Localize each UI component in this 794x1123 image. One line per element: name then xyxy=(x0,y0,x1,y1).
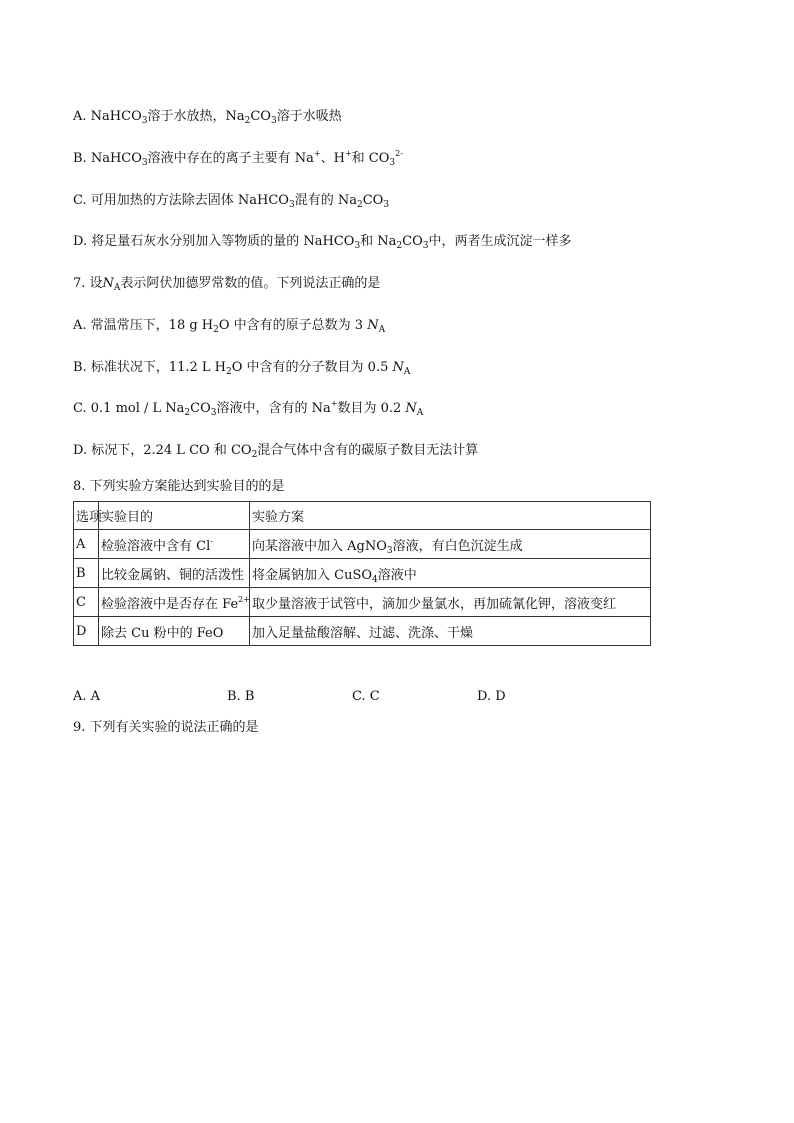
subscript: 3 xyxy=(354,241,361,251)
superscript: 2- xyxy=(395,149,403,158)
text: 0.1 mol / L Na xyxy=(90,401,185,416)
text: 溶于水放热，Na xyxy=(147,109,245,124)
text: 可用加热的方法除去固体 NaHCO xyxy=(90,193,289,208)
na-symbol: N xyxy=(392,360,404,375)
row-purpose xyxy=(99,617,250,646)
text: 除去 Cu 粉中的 FeO xyxy=(101,625,224,641)
table-row xyxy=(74,559,651,588)
subscript: 2 xyxy=(396,241,403,251)
text: 表示阿伏加德罗常数的值。下列说法正确的是 xyxy=(120,276,381,291)
row-option: C xyxy=(74,588,99,617)
q7-stem xyxy=(73,275,380,293)
row-purpose xyxy=(99,530,250,559)
q8-choice-d: D. D xyxy=(477,689,506,704)
q8-choice-a: A. A xyxy=(73,689,101,704)
text: CO xyxy=(190,401,211,416)
na-symbol: N xyxy=(102,276,114,291)
superscript: - xyxy=(210,536,213,546)
text: O 中含有的分子数目为 0.5 xyxy=(231,360,389,375)
q7-option-d xyxy=(73,442,478,460)
option-label: D. xyxy=(73,443,88,458)
text: 溶液，有白色沉淀生成 xyxy=(392,538,523,554)
superscript: + xyxy=(313,149,321,158)
text: 7. 设 xyxy=(73,276,103,291)
table-row xyxy=(74,617,651,646)
experiment-table xyxy=(73,501,651,646)
header-purpose: 实验目的 xyxy=(99,502,250,530)
text: 混有的 Na xyxy=(294,193,357,208)
subscript: 3 xyxy=(422,241,429,251)
text: O 中含有的原子总数为 3 xyxy=(218,318,364,333)
row-purpose xyxy=(99,588,250,617)
text: CO xyxy=(362,193,384,208)
option-label: C. xyxy=(73,401,87,416)
table-header-row xyxy=(74,502,651,530)
subscript: 3 xyxy=(141,158,148,168)
option-label: A. xyxy=(73,109,87,124)
q7-option-a xyxy=(73,317,385,335)
text: 数目为 0.2 xyxy=(337,401,402,416)
q6-option-d xyxy=(73,233,572,251)
text: 溶液中存在的离子主要有 Na xyxy=(147,151,314,166)
subscript: 3 xyxy=(141,116,148,126)
q6-option-c xyxy=(73,192,389,210)
superscript: 2+ xyxy=(238,594,250,604)
row-option: B xyxy=(74,559,99,588)
q6-option-b xyxy=(73,150,403,168)
header-plan: 实验方案 xyxy=(250,502,651,530)
subscript: 2 xyxy=(213,325,219,335)
text: 检验溶液中含有 Cl xyxy=(101,538,211,554)
text: 将金属钠加入 CuSO xyxy=(252,567,373,583)
subscript: 2 xyxy=(251,450,258,460)
header-option: 选项 xyxy=(74,502,99,530)
text: 混合气体中含有的碳原子数目无法计算 xyxy=(257,443,479,458)
q8-choice-b: B. B xyxy=(227,689,255,704)
subscript: 3 xyxy=(288,200,295,210)
text: NaHCO xyxy=(90,151,142,166)
text: 和 CO xyxy=(351,151,390,166)
subscript: 3 xyxy=(210,408,217,418)
text: 检验溶液中是否存在 Fe xyxy=(101,596,239,612)
text: 取少量溶液于试管中，滴加少量氯水，再加硫氰化钾，溶液变红 xyxy=(252,596,617,612)
q9-stem xyxy=(73,719,259,737)
option-label: B. xyxy=(73,151,87,166)
row-plan xyxy=(250,617,651,646)
option-label: A. xyxy=(73,318,87,333)
superscript: + xyxy=(330,399,338,408)
subscript: 3 xyxy=(383,200,390,210)
text: 8. 下列实验方案能达到实验目的的是 xyxy=(73,479,285,494)
subscript: 2 xyxy=(226,367,232,377)
text: 标况下，2.24 L CO 和 CO xyxy=(91,443,252,458)
table-row xyxy=(74,588,651,617)
row-purpose xyxy=(99,559,250,588)
row-plan xyxy=(250,588,651,617)
subscript: 3 xyxy=(389,158,396,168)
text: 加入足量盐酸溶解、过滤、洗涤、干燥 xyxy=(252,625,474,641)
text: 中，两者生成沉淀一样多 xyxy=(428,234,572,249)
subscript: 2 xyxy=(244,116,251,126)
row-plan xyxy=(250,530,651,559)
subscript: A xyxy=(403,367,411,377)
text: 9. 下列有关实验的说法正确的是 xyxy=(73,720,259,735)
superscript: + xyxy=(344,149,352,158)
q6-option-a xyxy=(73,108,342,126)
subscript: 3 xyxy=(386,545,393,556)
text: CO xyxy=(250,109,271,124)
subscript: A xyxy=(113,283,121,293)
text: 向某溶液中加入 AgNO xyxy=(252,538,387,554)
option-label: C. xyxy=(73,193,87,208)
option-label: B. xyxy=(73,360,87,375)
subscript: 2 xyxy=(184,408,191,418)
na-symbol: N xyxy=(405,401,417,416)
text: 溶液中 xyxy=(377,567,417,583)
text: 溶液中，含有的 Na xyxy=(216,401,331,416)
q8-choice-c: C. C xyxy=(352,689,380,704)
subscript: A xyxy=(416,408,424,418)
row-plan xyxy=(250,559,651,588)
text: 和 Na xyxy=(360,234,397,249)
q7-option-c xyxy=(73,400,423,418)
option-label: D. xyxy=(73,234,88,249)
text: 将足量石灰水分别加入等物质的量的 NaHCO xyxy=(91,234,355,249)
text: NaHCO xyxy=(90,109,142,124)
subscript: 3 xyxy=(270,116,277,126)
row-option: D xyxy=(74,617,99,646)
row-option: A xyxy=(74,530,99,559)
text: 溶于水吸热 xyxy=(276,109,342,124)
text: 常温常压下，18 g H xyxy=(90,318,214,333)
text: 比较金属钠、铜的活泼性 xyxy=(101,567,245,583)
text: CO xyxy=(402,234,423,249)
subscript: 4 xyxy=(372,574,378,585)
text: 、H xyxy=(320,151,345,166)
subscript: 2 xyxy=(356,200,363,210)
subscript: A xyxy=(378,325,386,335)
na-symbol: N xyxy=(367,318,379,333)
q7-option-b xyxy=(73,359,410,377)
table-row xyxy=(74,530,651,559)
q8-stem xyxy=(73,478,285,496)
text: 标准状况下，11.2 L H xyxy=(90,360,227,375)
